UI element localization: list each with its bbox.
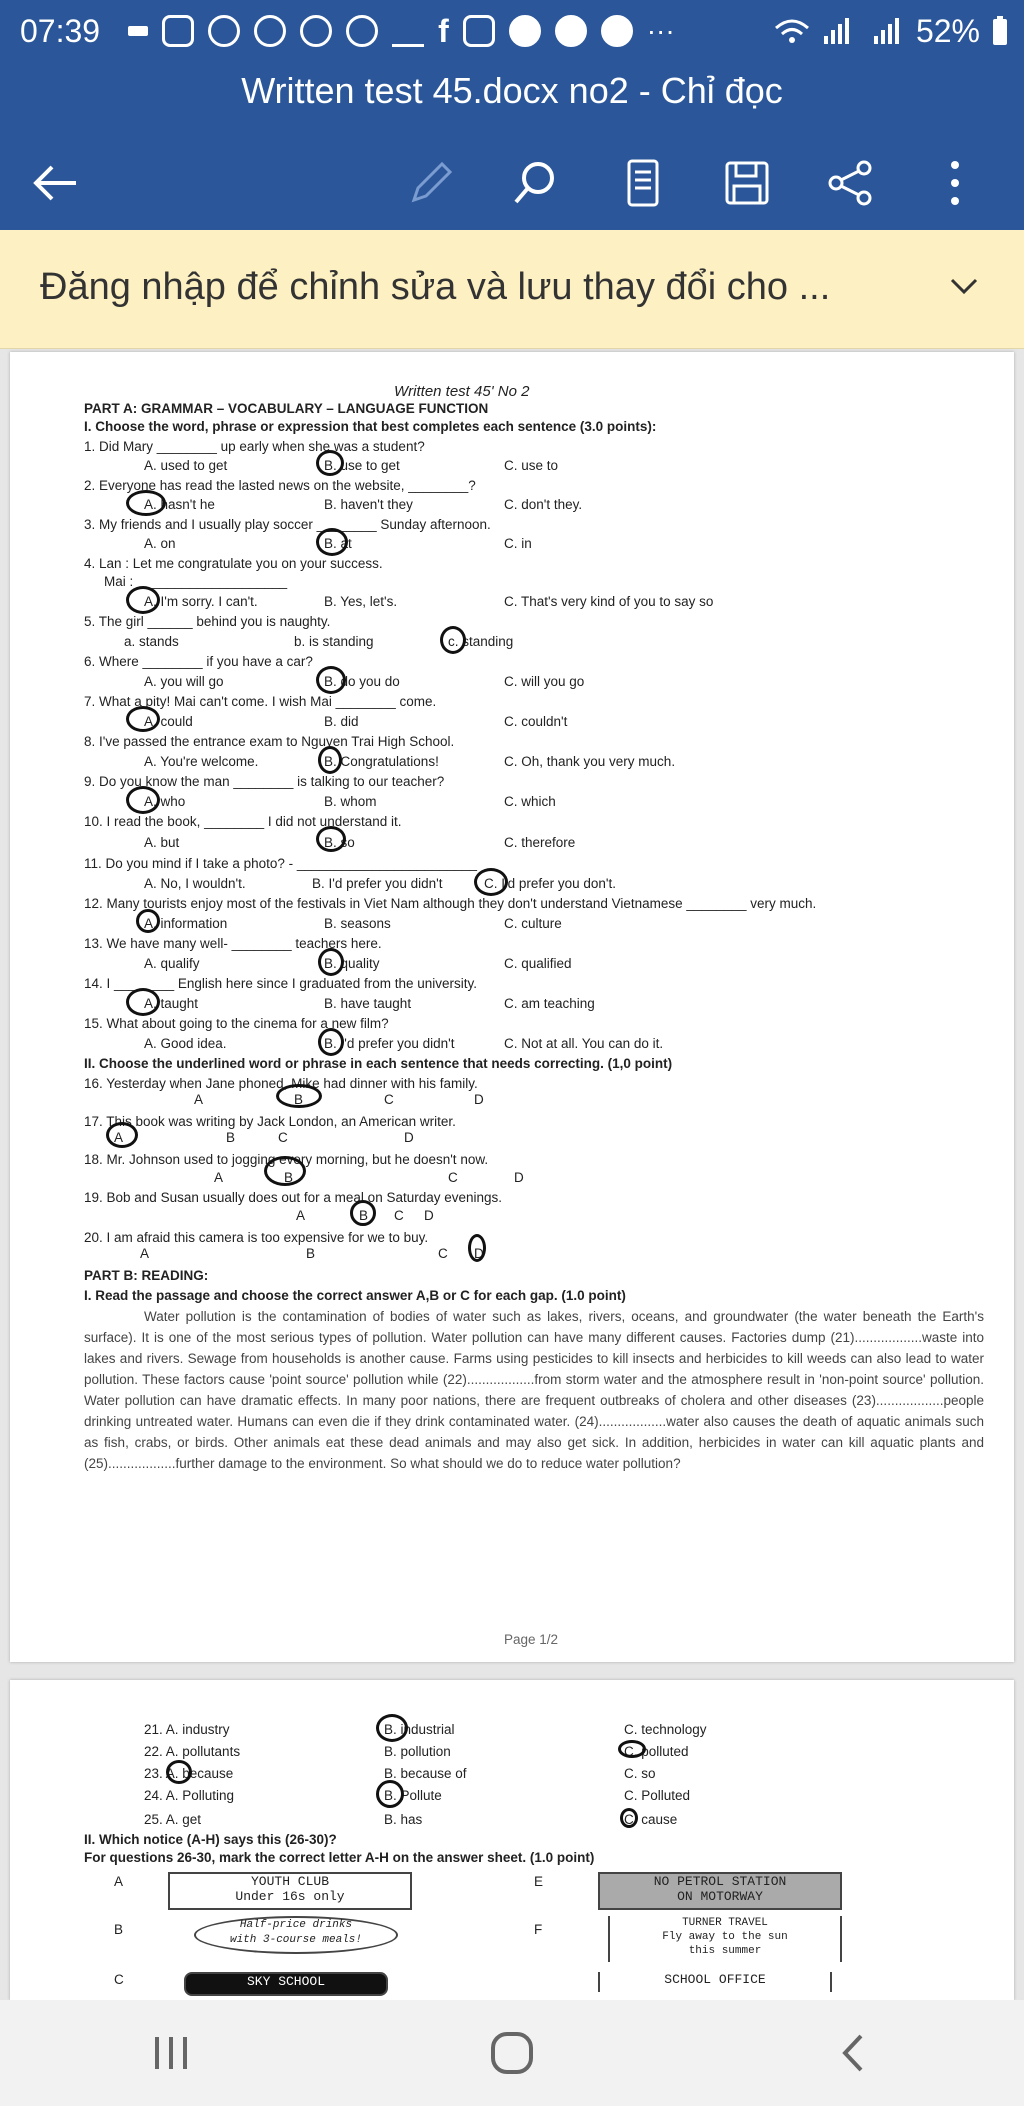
back-chevron-icon bbox=[833, 2030, 873, 2076]
notice-a: YOUTH CLUB Under 16s only bbox=[168, 1872, 412, 1910]
answer-circle bbox=[318, 948, 344, 976]
status-bar bbox=[0, 0, 1024, 62]
notice-c-label: C bbox=[114, 1972, 124, 1987]
q22-option-c: C. polluted bbox=[624, 1744, 689, 1759]
q16-label-c: C bbox=[384, 1092, 394, 1107]
question-18: 18. Mr. Johnson used to jogging every morning, but he doesn't now. bbox=[84, 1152, 489, 1167]
q23-option-a: 23. A. because bbox=[144, 1766, 234, 1781]
signal-icon-2 bbox=[872, 16, 906, 46]
q21-option-b: B. industrial bbox=[384, 1722, 455, 1737]
answer-circle bbox=[376, 1714, 408, 1742]
q16-label-a: A bbox=[194, 1092, 204, 1107]
q17-label-a: A bbox=[114, 1130, 124, 1145]
q11-option-a: A. No, I wouldn't. bbox=[144, 876, 246, 891]
q18-label-a: A bbox=[214, 1170, 224, 1185]
back-button[interactable] bbox=[20, 148, 90, 218]
q13-option-a: A. qualify bbox=[144, 956, 200, 971]
q16-label-d: D bbox=[474, 1092, 484, 1107]
q11-option-c: C. I'd prefer you don't. bbox=[484, 876, 616, 891]
settings-app-icon bbox=[300, 15, 332, 47]
question-11: 11. Do you mind if I take a photo? - ________________________ bbox=[84, 856, 478, 871]
question-5: 5. The girl ______ behind you is naughty. bbox=[84, 614, 331, 629]
question-3: 3. My friends and I usually play soccer ________ Sunday afternoon. bbox=[84, 517, 491, 532]
share-icon bbox=[826, 158, 876, 208]
document-page-1[interactable] bbox=[10, 352, 1014, 1662]
question-15: 15. What about going to the cinema for a new film? bbox=[84, 1016, 389, 1031]
document-title: Written test 45.docx no2 - Chỉ đọc bbox=[241, 70, 783, 111]
banner-expand-button[interactable] bbox=[944, 266, 984, 311]
q8-option-c: C. Oh, thank you very much. bbox=[504, 754, 676, 769]
q20-label-c: C bbox=[438, 1246, 448, 1261]
q25-option-a: 25. A. get bbox=[144, 1812, 202, 1827]
status-right bbox=[772, 0, 1010, 62]
app-bar bbox=[0, 62, 1024, 230]
answer-circle bbox=[106, 1122, 138, 1148]
q4-option-c: C. That's very kind of you to say so bbox=[504, 594, 714, 609]
back-nav-button[interactable] bbox=[808, 2013, 898, 2093]
document-page-2[interactable] bbox=[10, 1680, 1014, 2000]
q6-option-a: A. you will go bbox=[144, 674, 224, 689]
q4-option-b: B. Yes, let's. bbox=[324, 594, 398, 609]
question-9: 9. Do you know the man ________ is talking to our teacher? bbox=[84, 774, 445, 789]
question-2: 2. Everyone has read the lasted news on the website, ________? bbox=[84, 478, 476, 493]
facebook-icon: f bbox=[438, 12, 449, 49]
shield-icon bbox=[346, 15, 378, 47]
question-6: 6. Where ________ if you have a car? bbox=[84, 654, 313, 669]
q6-option-c: C. will you go bbox=[504, 674, 585, 689]
notice-e-label: E bbox=[534, 1874, 544, 1889]
question-13: 13. We have many well- ________ teachers here. bbox=[84, 936, 382, 951]
q17-label-c: C bbox=[278, 1130, 288, 1145]
notice-f-label: F bbox=[534, 1922, 543, 1937]
save-icon bbox=[722, 158, 772, 208]
question-14: 14. I ________ English here since I graduated from the university. bbox=[84, 976, 477, 991]
recent-apps-button[interactable] bbox=[126, 2013, 216, 2093]
q20-label-a: A bbox=[140, 1246, 150, 1261]
answer-circle bbox=[468, 1234, 486, 1262]
q1-option-a: A. used to get bbox=[144, 458, 228, 473]
answer-circle bbox=[166, 1760, 192, 1784]
answer-circle bbox=[136, 909, 160, 933]
q9-option-b: B. whom bbox=[324, 794, 377, 809]
section-4-title: II. Which notice (A-H) says this (26-30)? bbox=[84, 1832, 337, 1847]
q3-option-b: B. at bbox=[324, 536, 352, 551]
answer-circle bbox=[316, 666, 346, 694]
question-7: 7. What a pity! Mai can't come. I wish Mai ________ come. bbox=[84, 694, 437, 709]
pencil-icon bbox=[406, 158, 456, 208]
q18-label-c: C bbox=[448, 1170, 458, 1185]
battery-percent: 52% bbox=[915, 12, 980, 49]
recent-apps-icon bbox=[149, 2033, 193, 2073]
battery-icon bbox=[990, 15, 1010, 47]
q8-option-a: A. You're welcome. bbox=[144, 754, 259, 769]
answer-circle bbox=[126, 586, 160, 614]
q10-option-c: C. therefore bbox=[504, 835, 576, 850]
notice-b-label: B bbox=[114, 1922, 124, 1937]
q17-label-b: B bbox=[226, 1130, 236, 1145]
q13-option-b: B. quality bbox=[324, 956, 380, 971]
answer-circle bbox=[318, 746, 342, 774]
pinterest-icon bbox=[208, 15, 240, 47]
question-17: 17. This book was writing by Jack London, an American writer. bbox=[84, 1114, 456, 1129]
q18-label-d: D bbox=[514, 1170, 524, 1185]
q8-option-b: B. Congratulations! bbox=[324, 754, 439, 769]
q15-option-c: C. Not at all. You can do it. bbox=[504, 1036, 664, 1051]
answer-circle bbox=[318, 1028, 344, 1056]
q10-option-a: A. but bbox=[144, 835, 180, 850]
more-notifications-icon: ··· bbox=[646, 15, 675, 46]
back-arrow-icon bbox=[30, 163, 80, 203]
q3-option-a: A. on bbox=[144, 536, 176, 551]
q19-label-c: C bbox=[394, 1208, 404, 1223]
q12-option-b: B. seasons bbox=[324, 916, 391, 931]
q7-option-b: B. did bbox=[324, 714, 359, 729]
question-8: 8. I've passed the entrance exam to Nguyen Trai High School. bbox=[84, 734, 455, 749]
q14-option-c: C. am teaching bbox=[504, 996, 595, 1011]
answer-circle bbox=[316, 450, 344, 476]
message-icon bbox=[128, 26, 148, 36]
instagram-icon bbox=[162, 15, 194, 47]
answer-circle bbox=[126, 490, 166, 516]
q11-option-b: B. I'd prefer you didn't bbox=[312, 876, 443, 891]
notice-c: SKY SCHOOL bbox=[184, 1972, 388, 1996]
sign-in-banner[interactable] bbox=[0, 230, 1024, 349]
section-3-title: I. Read the passage and choose the correct answer A,B or C for each gap. (1.0 point) bbox=[84, 1288, 626, 1303]
answer-circle bbox=[376, 1780, 404, 1808]
q7-option-a: A. could bbox=[144, 714, 193, 729]
tinder-icon-2 bbox=[555, 15, 587, 47]
q19-label-b: B bbox=[359, 1208, 369, 1223]
q14-option-a: A. taught bbox=[144, 996, 199, 1011]
q19-label-d: D bbox=[424, 1208, 434, 1223]
answer-circle bbox=[316, 826, 346, 852]
reading-view-button[interactable] bbox=[608, 148, 678, 218]
download-icon bbox=[392, 15, 424, 47]
instagram-icon-2 bbox=[463, 15, 495, 47]
question-4: 4. Lan : Let me congratulate you on your success. bbox=[84, 556, 383, 571]
notice-f: TURNER TRAVEL Fly away to the sun this summer bbox=[608, 1916, 842, 1962]
more-options-button[interactable] bbox=[920, 148, 990, 218]
section-1-title: I. Choose the word, phrase or expression that best completes each sentence (3.0 points): bbox=[84, 419, 657, 434]
part-b-title: PART B: READING: bbox=[84, 1268, 209, 1283]
q1-option-c: C. use to bbox=[504, 458, 559, 473]
answer-circle bbox=[126, 706, 160, 732]
sign-in-banner-text: Đăng nhập để chỉnh sửa và lưu thay đổi cho ... bbox=[40, 266, 831, 308]
part-a-title: PART A: GRAMMAR – VOCABULARY – LANGUAGE FUNCTION bbox=[84, 401, 489, 416]
q21-option-c: C. technology bbox=[624, 1722, 707, 1737]
pinterest-icon-2 bbox=[254, 15, 286, 47]
answer-circle bbox=[620, 1808, 638, 1828]
reading-passage: Water pollution is the contamination of bodies of water such as lakes, rivers, oceans, and groundwater (the water beneath the Earth's surface). It is one of the most serious types of pollution. Water pollution can have many different causes. Factories dump (21)..................waste into lakes and rivers. Sewage from households is another cause. Farms using pesticides to kill insects and herbicides to kill weeds can also lead to water pollution. These factors cause 'point source' pollution while (22)..................from storm water and the atmosphere result in 'non-point source' pollution. Water pollution can have dramatic effects. In many poor nations, there are frequent outbreaks of cholera and other diseases (23)..................people drinking untreated water. Humans can even die if they drink contaminated water. (24)..................water also causes the death of aquatic animals such as fish, crabs, or birds. Other animals eat these dead animals and may also get sick. In addition, herbicides in water can kill aquatic plants and (25)..................further damage to the environment. So what should we do to reduce water pollution? bbox=[84, 1309, 984, 1471]
q13-option-c: C. qualified bbox=[504, 956, 572, 971]
q23-option-c: C. so bbox=[624, 1766, 656, 1781]
q1-option-b: B. use to get bbox=[324, 458, 400, 473]
q15-option-a: A. Good idea. bbox=[144, 1036, 227, 1051]
q3-option-c: C. in bbox=[504, 536, 532, 551]
notification-icons bbox=[128, 13, 675, 50]
section-2-title: II. Choose the underlined word or phrase in each sentence that needs correcting. (1,0 point) bbox=[84, 1056, 673, 1071]
notice-g: SCHOOL OFFICE bbox=[598, 1972, 832, 1992]
question-1: 1. Did Mary ________ up early when she was a student? bbox=[84, 439, 425, 454]
q25-option-b: B. has bbox=[384, 1812, 423, 1827]
q2-option-a: A. hasn't he bbox=[144, 497, 215, 512]
answer-circle bbox=[126, 988, 160, 1016]
q5-option-b: b. is standing bbox=[294, 634, 374, 649]
q20-label-d: D bbox=[474, 1246, 484, 1261]
answer-circle bbox=[474, 868, 508, 896]
answer-circle bbox=[440, 626, 466, 654]
q25-option-c: C. cause bbox=[624, 1812, 678, 1827]
section-4-instructions: For questions 26-30, mark the correct letter A-H on the answer sheet. (1.0 point) bbox=[84, 1850, 595, 1865]
question-19: 19. Bob and Susan usually does out for a meal on Saturday evenings. bbox=[84, 1190, 503, 1205]
q9-option-c: C. which bbox=[504, 794, 556, 809]
q23-option-b: B. because of bbox=[384, 1766, 467, 1781]
q24-option-a: 24. A. Polluting bbox=[144, 1788, 235, 1803]
q9-option-a: A. who bbox=[144, 794, 186, 809]
q15-option-b: B. I'd prefer you didn't bbox=[324, 1036, 455, 1051]
save-button[interactable] bbox=[712, 148, 782, 218]
q5-option-c: c. standing bbox=[448, 634, 514, 649]
q22-option-b: B. pollution bbox=[384, 1744, 451, 1759]
question-20: 20. I am afraid this camera is too expensive for we to buy. bbox=[84, 1230, 429, 1245]
system-nav-bar bbox=[0, 2000, 1024, 2106]
answer-circle bbox=[276, 1084, 322, 1108]
q14-option-b: B. have taught bbox=[324, 996, 412, 1011]
more-vertical-icon bbox=[949, 160, 961, 206]
q6-option-b: B. do you do bbox=[324, 674, 400, 689]
answer-circle bbox=[618, 1740, 646, 1758]
page-number: Page 1/2 bbox=[504, 1632, 559, 1647]
notice-b: Half-price drinks with 3-course meals! bbox=[194, 1916, 398, 1954]
answer-circle bbox=[126, 786, 160, 814]
search-button[interactable] bbox=[500, 148, 570, 218]
q21-option-a: 21. A. industry bbox=[144, 1722, 230, 1737]
question-16: 16. Yesterday when Jane phoned, Mike had dinner with his family. bbox=[84, 1076, 478, 1091]
share-button[interactable] bbox=[816, 148, 886, 218]
edit-button[interactable] bbox=[396, 148, 466, 218]
search-icon bbox=[510, 158, 560, 208]
notice-e: NO PETROL STATION ON MOTORWAY bbox=[598, 1872, 842, 1910]
q24-option-c: C. Polluted bbox=[624, 1788, 691, 1803]
home-button[interactable] bbox=[467, 2013, 557, 2093]
wifi-icon bbox=[772, 16, 812, 46]
tinder-icon bbox=[509, 15, 541, 47]
q5-option-a: a. stands bbox=[124, 634, 179, 649]
answer-circle bbox=[350, 1200, 376, 1226]
q12-option-a: A. information bbox=[144, 916, 228, 931]
answer-circle bbox=[264, 1156, 306, 1186]
q24-option-b: B. Pollute bbox=[384, 1788, 442, 1803]
q7-option-c: C. couldn't bbox=[504, 714, 568, 729]
q20-label-b: B bbox=[306, 1246, 316, 1261]
q12-option-c: C. culture bbox=[504, 916, 562, 931]
notice-a-label: A bbox=[114, 1874, 124, 1889]
q4-option-a: A. I'm sorry. I can't. bbox=[144, 594, 258, 609]
question-12: 12. Many tourists enjoy most of the festivals in Viet Nam although they don't understand Vietnamese ________ very much. bbox=[84, 896, 817, 911]
home-icon bbox=[487, 2028, 537, 2078]
chevron-down-icon bbox=[944, 266, 984, 306]
status-time: 07:39 bbox=[20, 12, 101, 49]
q17-label-d: D bbox=[404, 1130, 414, 1145]
answer-circle bbox=[316, 528, 348, 556]
q19-label-a: A bbox=[296, 1208, 306, 1223]
messenger-icon bbox=[601, 15, 633, 47]
q2-option-c: C. don't they. bbox=[504, 497, 583, 512]
q16-label-b: B bbox=[294, 1092, 304, 1107]
q2-option-b: B. haven't they bbox=[324, 497, 413, 512]
question-10: 10. I read the book, ________ I did not understand it. bbox=[84, 814, 402, 829]
mobile-view-icon bbox=[623, 158, 663, 208]
q10-option-b: B. so bbox=[324, 835, 355, 850]
q22-option-a: 22. A. pollutants bbox=[144, 1744, 241, 1759]
question-4-reply: Mai : ____________________ bbox=[104, 574, 288, 589]
doc-heading: Written test 45' No 2 bbox=[394, 383, 530, 400]
q18-label-b: B bbox=[284, 1170, 294, 1185]
signal-icon bbox=[822, 16, 862, 46]
